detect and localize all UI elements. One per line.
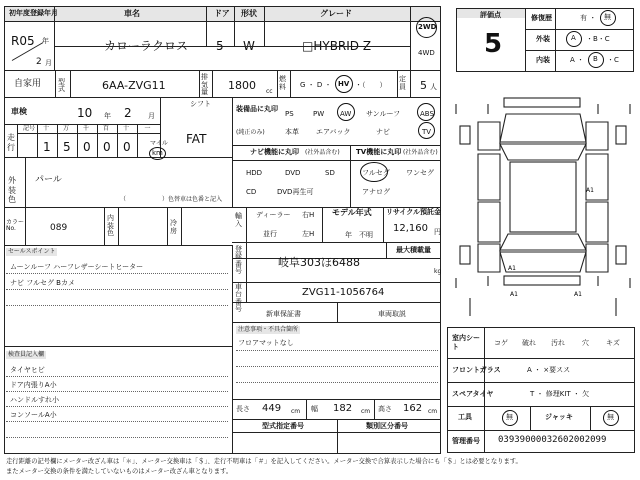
tv-analog: アナログ <box>362 188 390 196</box>
recycle-label: リサイクル預託金 <box>386 208 442 216</box>
inspector-label: 検査員記入欄 <box>8 351 45 358</box>
equipment-item: TV <box>422 128 432 136</box>
equipment-circle <box>337 103 355 121</box>
mileage-digit: 5 <box>63 140 71 154</box>
car-damage-diagram <box>448 92 638 320</box>
damage-mark-1: A1 <box>586 187 594 194</box>
seat-tear: 破れ <box>522 339 536 347</box>
model-year-label: モデル年式 <box>332 208 372 217</box>
mgmt-label: 管理番号 <box>452 437 480 445</box>
inspector-line-2: ドア内張りA小 <box>10 381 57 389</box>
capacity-unit: 人 <box>430 83 437 91</box>
registration-label: 登録番号 <box>235 245 242 276</box>
exterior-note: （ ）色替車は色番と記入 <box>120 196 223 203</box>
mile-unit-label: マイル <box>150 140 168 147</box>
mileage-col-label: 万 <box>63 125 70 132</box>
equipment-label: 装備品に丸印 <box>236 105 278 113</box>
drive-4wd: 4WD <box>418 49 435 57</box>
exterior-grade-rest: ・B・C <box>586 35 610 43</box>
footer-note-1: 走行距離の記号欄にメーター改ざん車は「＊」、メーター交換車は「＄」、走行不明車は「＃」を記入してください。メーター交換で合算表示した場合にも「＄」とは必要となります。 <box>6 458 522 465</box>
equipment-circle <box>417 103 435 121</box>
mileage-digit: 0 <box>83 140 91 154</box>
interior-grade-before: A ・ <box>570 56 585 64</box>
length-unit: cm <box>291 408 301 415</box>
displacement-label: 排気量 <box>201 73 208 97</box>
footer-note-2: またメーター交換の条件を満たしていないものはメーター改ざん車となります。 <box>6 468 233 475</box>
import-dealer: ディーラー <box>256 211 291 219</box>
shift-value: FAT <box>186 132 207 146</box>
inspector-line-4: コンソールA小 <box>10 411 57 419</box>
width-value: 182 <box>333 403 353 414</box>
navi-sd: SD <box>325 169 335 177</box>
mileage-digit: 0 <box>103 140 111 154</box>
inspection-month-unit: 月 <box>148 112 155 120</box>
fuel-rest: ・（ ） <box>355 81 387 89</box>
equipment-item: ABS <box>420 110 434 118</box>
inspection-year-unit: 年 <box>104 112 111 120</box>
equipment-item: 本革 <box>285 128 299 136</box>
spare-value: T ・ 修理KIT ・ 欠 <box>530 390 590 398</box>
new-car-warranty: 新車保証書 <box>266 310 301 318</box>
reg-era: R05 <box>11 34 35 48</box>
width-label: 幅 <box>311 405 318 413</box>
mileage-digit: 1 <box>43 140 51 154</box>
registration-value: 岐阜303ほ6488 <box>278 256 360 269</box>
navi-title: ナビ機能に丸印 <box>250 148 299 156</box>
damage-mark-3: A1 <box>510 291 518 298</box>
body-shape: W <box>243 39 255 53</box>
category-number-label: 類別区分番号 <box>366 422 408 430</box>
tv-fullseg: フルセグ <box>362 169 390 177</box>
navi-cd: CD <box>246 188 257 196</box>
notes-value: フロアマットなし <box>238 339 294 347</box>
chassis-value: ZVG11-1056764 <box>302 287 385 298</box>
exterior-grade-selected: A <box>571 34 576 42</box>
type-designation-label: 型式指定番号 <box>262 422 304 430</box>
capacity-value: 5 <box>420 79 427 92</box>
inspection-label: 車検 <box>11 107 27 116</box>
model-value: 6AA-ZVG11 <box>102 79 166 92</box>
km-unit: km <box>152 149 163 157</box>
vehicle-manual: 車両取説 <box>378 310 406 318</box>
seat-hole: 穴 <box>582 339 589 347</box>
equipment-item: PS <box>285 110 294 118</box>
mileage-col-label: 記号 <box>23 125 36 132</box>
model-label: 型式 <box>58 78 65 93</box>
model-year-value: 年 不明 <box>345 231 373 239</box>
equipment-item: サンルーフ <box>366 110 401 118</box>
inspector-line-3: ハンドルすれ小 <box>10 396 59 404</box>
tv-oneseg: ワンセグ <box>406 169 434 177</box>
tools-selected: 無 <box>506 413 513 421</box>
import-label: 輸入 <box>235 212 242 229</box>
reg-month: 2 <box>36 57 42 67</box>
width-unit: cm <box>361 408 371 415</box>
fuel-label: 燃料 <box>279 75 286 91</box>
tv-note: (社外品含む) <box>403 149 438 156</box>
usage-value: 自家用 <box>14 79 42 89</box>
door-count: 5 <box>216 39 224 53</box>
fuel-options: G ・ D ・ <box>300 81 332 89</box>
height-unit: cm <box>428 408 438 415</box>
shape-label: 形状 <box>241 9 257 18</box>
glass-value: A ・ ×要スス <box>527 366 571 374</box>
seat-label: 室内シート <box>452 334 480 352</box>
score-label: 評価点 <box>480 11 501 19</box>
damage-mark-2: A1 <box>508 265 516 272</box>
mileage-col-label: 百 <box>103 125 110 132</box>
interior-grade-selected: B <box>593 55 598 63</box>
payload-unit: kg <box>434 268 442 275</box>
spare-label: スペアタイヤ <box>452 390 494 398</box>
ac-label: 冷房 <box>170 219 177 235</box>
recycle-unit: 円 <box>434 228 441 236</box>
glass-label: フロントガラス <box>452 366 501 374</box>
exterior-color: パール <box>35 175 62 185</box>
length-label: 長さ <box>236 405 250 413</box>
seat-burn: コゲ <box>494 339 508 347</box>
tools-label: 工具 <box>458 413 472 421</box>
import-left-h: 左H <box>302 230 315 238</box>
mileage-col-label: 十 <box>43 125 50 132</box>
jack-label: ジャッキ <box>545 413 573 421</box>
grade-label: グレード <box>320 9 352 18</box>
door-label: ドア <box>214 9 230 18</box>
mgmt-value: 0393900003260200​2099 <box>498 435 607 445</box>
notes-label: 注意事項・不具合箇所 <box>238 326 299 333</box>
capacity-label: 定員 <box>399 75 406 91</box>
mileage-col-label: 千 <box>83 125 90 132</box>
height-value: 162 <box>403 403 423 414</box>
reg-date-label: 初年度登録年月 <box>9 9 58 17</box>
car-name-label: 車名 <box>124 9 140 18</box>
mileage-col-label: 十 <box>123 125 130 132</box>
mileage-digit: 0 <box>123 140 131 154</box>
color-code: 089 <box>50 223 68 233</box>
repair-options: 有 ・ <box>580 14 597 22</box>
chassis-label: 車台番号 <box>235 283 242 314</box>
length-value: 449 <box>262 403 282 414</box>
sales-point-2: ナビ フルセグ Bカメ <box>10 279 75 287</box>
repair-label: 修復歴 <box>531 14 552 22</box>
damage-mark-4: A1 <box>574 291 582 298</box>
displacement-value: 1800 <box>228 79 256 92</box>
payload-label: 最大積載量 <box>396 246 431 254</box>
navi-dvd-play: DVD再生可 <box>277 188 314 196</box>
grade-value: □HYBRID Z <box>302 39 372 53</box>
equipment-item: AW <box>340 110 352 118</box>
interior-grade-label: 内装 <box>536 56 550 64</box>
seat-stain: 汚れ <box>551 339 565 347</box>
inspection-year: 10 <box>77 106 93 120</box>
mileage-label: 走行 <box>7 133 15 152</box>
equipment-item: PW <box>313 110 325 118</box>
navi-note: (社外品含む) <box>305 149 340 156</box>
equipment-circle <box>418 122 435 139</box>
interior-grade-rest: ・C <box>607 56 619 64</box>
cc-unit: cc <box>266 88 273 95</box>
mileage-col-label: 一 <box>144 125 151 132</box>
recycle-value: 12,160 <box>393 223 428 234</box>
inspector-line-1: タイヤヒビ <box>10 366 45 374</box>
shift-label: シフト <box>190 100 211 108</box>
equipment-sublabel: (純正のみ) <box>236 129 265 136</box>
inspection-month: 2 <box>124 106 132 120</box>
import-right-h: 右H <box>302 211 315 219</box>
navi-hdd: HDD <box>246 169 263 177</box>
navi-dvd: DVD <box>285 169 301 177</box>
import-parallel: 並行 <box>263 230 277 238</box>
reg-year-unit: 年 <box>42 37 49 45</box>
color-code-label: カラーNo. <box>6 219 25 232</box>
sales-point-1: ムーンルーフ ハーフレザーシートヒーター <box>10 263 144 271</box>
exterior-label: 外装色 <box>8 176 16 205</box>
interior-color-label: 内装色 <box>107 214 114 238</box>
tv-title: TV機能に丸印 <box>356 148 402 156</box>
jack-selected: 無 <box>607 413 614 421</box>
repair-selected: 無 <box>604 13 611 21</box>
seat-scratch: キズ <box>606 339 620 347</box>
equipment-item: ナビ <box>376 128 390 136</box>
reg-month-unit: 月 <box>45 59 52 67</box>
fuel-selected: HV <box>338 80 350 88</box>
score-value: 5 <box>484 29 503 59</box>
height-label: 高さ <box>378 405 392 413</box>
sales-points-label: セールスポイント <box>8 248 56 255</box>
equipment-item: エアバック <box>316 128 351 136</box>
exterior-grade-label: 外装 <box>536 35 550 43</box>
drive-2wd: 2WD <box>418 23 437 31</box>
car-name: カローラクロス <box>104 39 189 53</box>
